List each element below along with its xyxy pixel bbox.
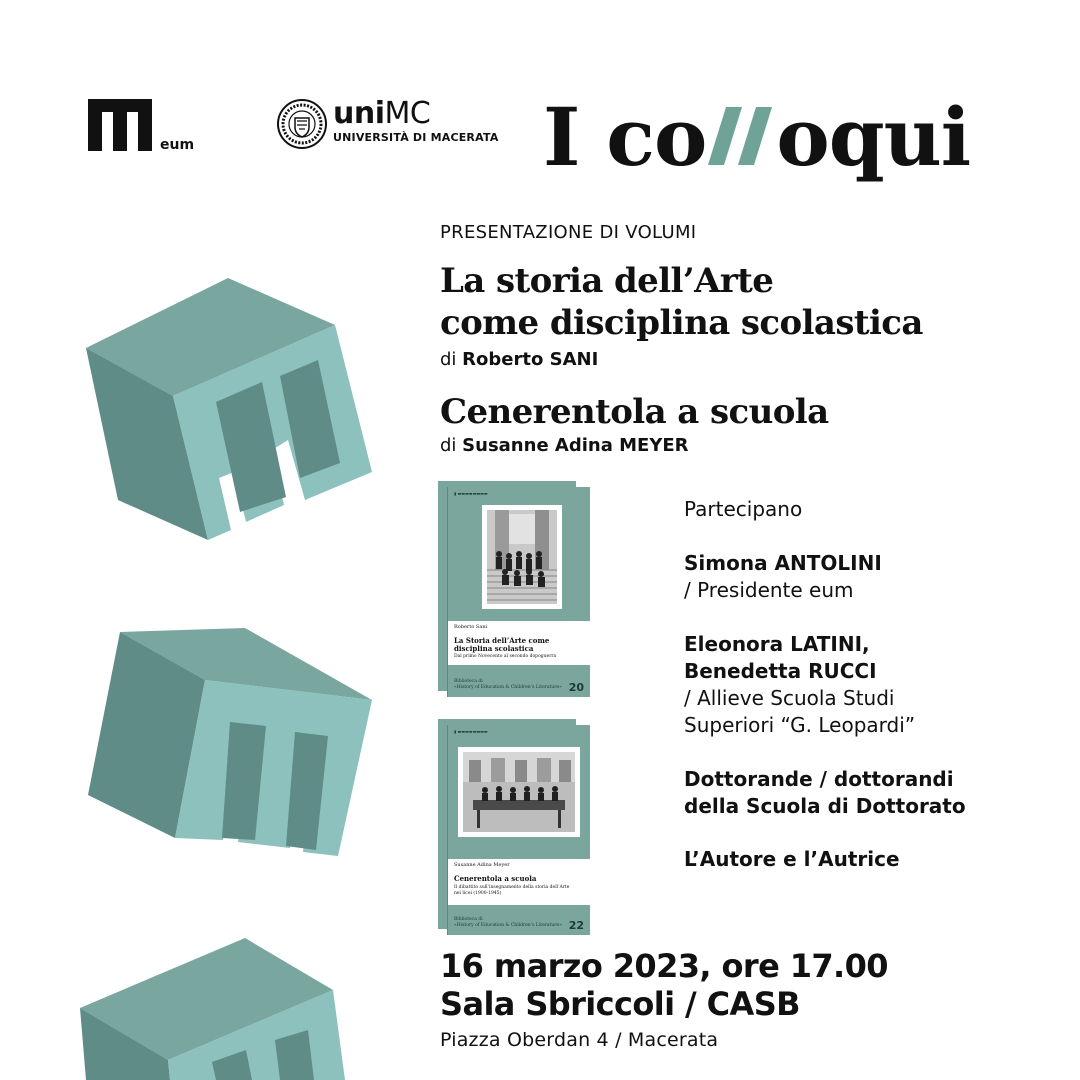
colloqui-pre: I co <box>543 90 707 184</box>
book1-byline <box>440 349 598 371</box>
eum-logo-label: eum <box>160 137 195 153</box>
book2-title: Cenerentola a scuola <box>440 392 829 432</box>
participant-2-role-line2: Superiori “G. Leopardi” <box>684 713 916 737</box>
participant-1 <box>684 550 1064 604</box>
participant-1-name: Simona ANTOLINI <box>684 551 882 575</box>
participants-heading: Partecipano <box>684 497 803 521</box>
cover-series-line2: «History of Education & Children’s Literature» <box>454 685 562 690</box>
book1-author: Roberto SANI <box>462 349 599 370</box>
m-block-1 <box>86 278 372 540</box>
book2-cover <box>438 719 590 934</box>
book1-title-line2: come disciplina scolastica <box>440 303 923 343</box>
participant-3-line2: della Scuola di Dottorato <box>684 794 966 818</box>
book2-byline <box>440 435 689 457</box>
cover-number: 20 <box>568 681 584 694</box>
participant-4 <box>684 846 1064 873</box>
cover-series-line1: Biblioteca di <box>454 679 483 684</box>
m-block-3 <box>80 938 345 1080</box>
cover-subtitle-line2: nei licei (1900-1945) <box>454 891 502 896</box>
cover-author: Roberto Sani <box>454 624 488 630</box>
decorative-m-blocks <box>0 0 420 1080</box>
colloqui-logo <box>543 92 970 182</box>
university-seal-icon <box>277 99 327 149</box>
book2-author: Susanne Adina MEYER <box>462 435 689 456</box>
cover-number: 22 <box>568 919 584 932</box>
cover-publisher-mark: ▮ ▬▬▬▬▬▬▬▬ <box>454 491 488 496</box>
book1-title <box>440 260 1060 344</box>
cover-publisher-mark: ▮ ▬▬▬▬▬▬▬▬ <box>454 729 488 734</box>
participant-4-text: L’Autore e l’Autrice <box>684 847 900 871</box>
participant-2 <box>684 631 1064 739</box>
cover-subtitle: Dal primo Novecento al secondo dopoguerra <box>454 654 557 659</box>
cover-subtitle-line1: Il dibattito sull’insegnamento della storia dell’Arte <box>454 885 570 890</box>
eum-logo-icon <box>88 99 152 151</box>
participant-2-role-line1: / Allieve Scuola Studi <box>684 686 895 710</box>
colloqui-post: oqui <box>776 90 971 184</box>
cover-author: Susanne Adina Meyer <box>454 862 510 868</box>
unimc-logo-wordmark <box>333 98 430 130</box>
unimc-bold: uni <box>333 96 385 131</box>
participant-3 <box>684 766 1064 820</box>
event-kicker: PRESENTAZIONE DI VOLUMI <box>440 222 697 243</box>
book1-by-prefix: di <box>440 349 457 370</box>
cover-photo <box>482 505 562 609</box>
participant-2-name-line1: Eleonora LATINI, <box>684 632 870 656</box>
double-slash-icon <box>708 107 774 165</box>
unimc-logo-subtitle: UNIVERSITÀ DI MACERATA <box>333 131 499 144</box>
cover-series-line1: Biblioteca di <box>454 917 483 922</box>
cover-photo <box>458 747 580 837</box>
cover-series-line2: «History of Education & Children’s Literature» <box>454 923 562 928</box>
m-block-2 <box>88 628 372 856</box>
book1-cover <box>438 481 590 696</box>
participant-1-role: / Presidente eum <box>684 578 854 602</box>
event-address: Piazza Oberdan 4 / Macerata <box>440 1029 719 1051</box>
book1-title-line1: La storia dell’Arte <box>440 261 774 301</box>
cover-title-line1: Cenerentola a scuola <box>454 874 537 883</box>
event-date: 16 marzo 2023, ore 17.00 <box>440 947 888 985</box>
cover-title-line1: La Storia dell’Arte come <box>454 636 550 645</box>
book2-by-prefix: di <box>440 435 457 456</box>
participant-3-line1: Dottorande / dottorandi <box>684 767 954 791</box>
unimc-regular: MC <box>384 96 431 131</box>
participant-2-name-line2: Benedetta RUCCI <box>684 659 877 683</box>
cover-title-line2: disciplina scolastica <box>454 644 534 653</box>
event-venue: Sala Sbriccoli / CASB <box>440 985 800 1023</box>
